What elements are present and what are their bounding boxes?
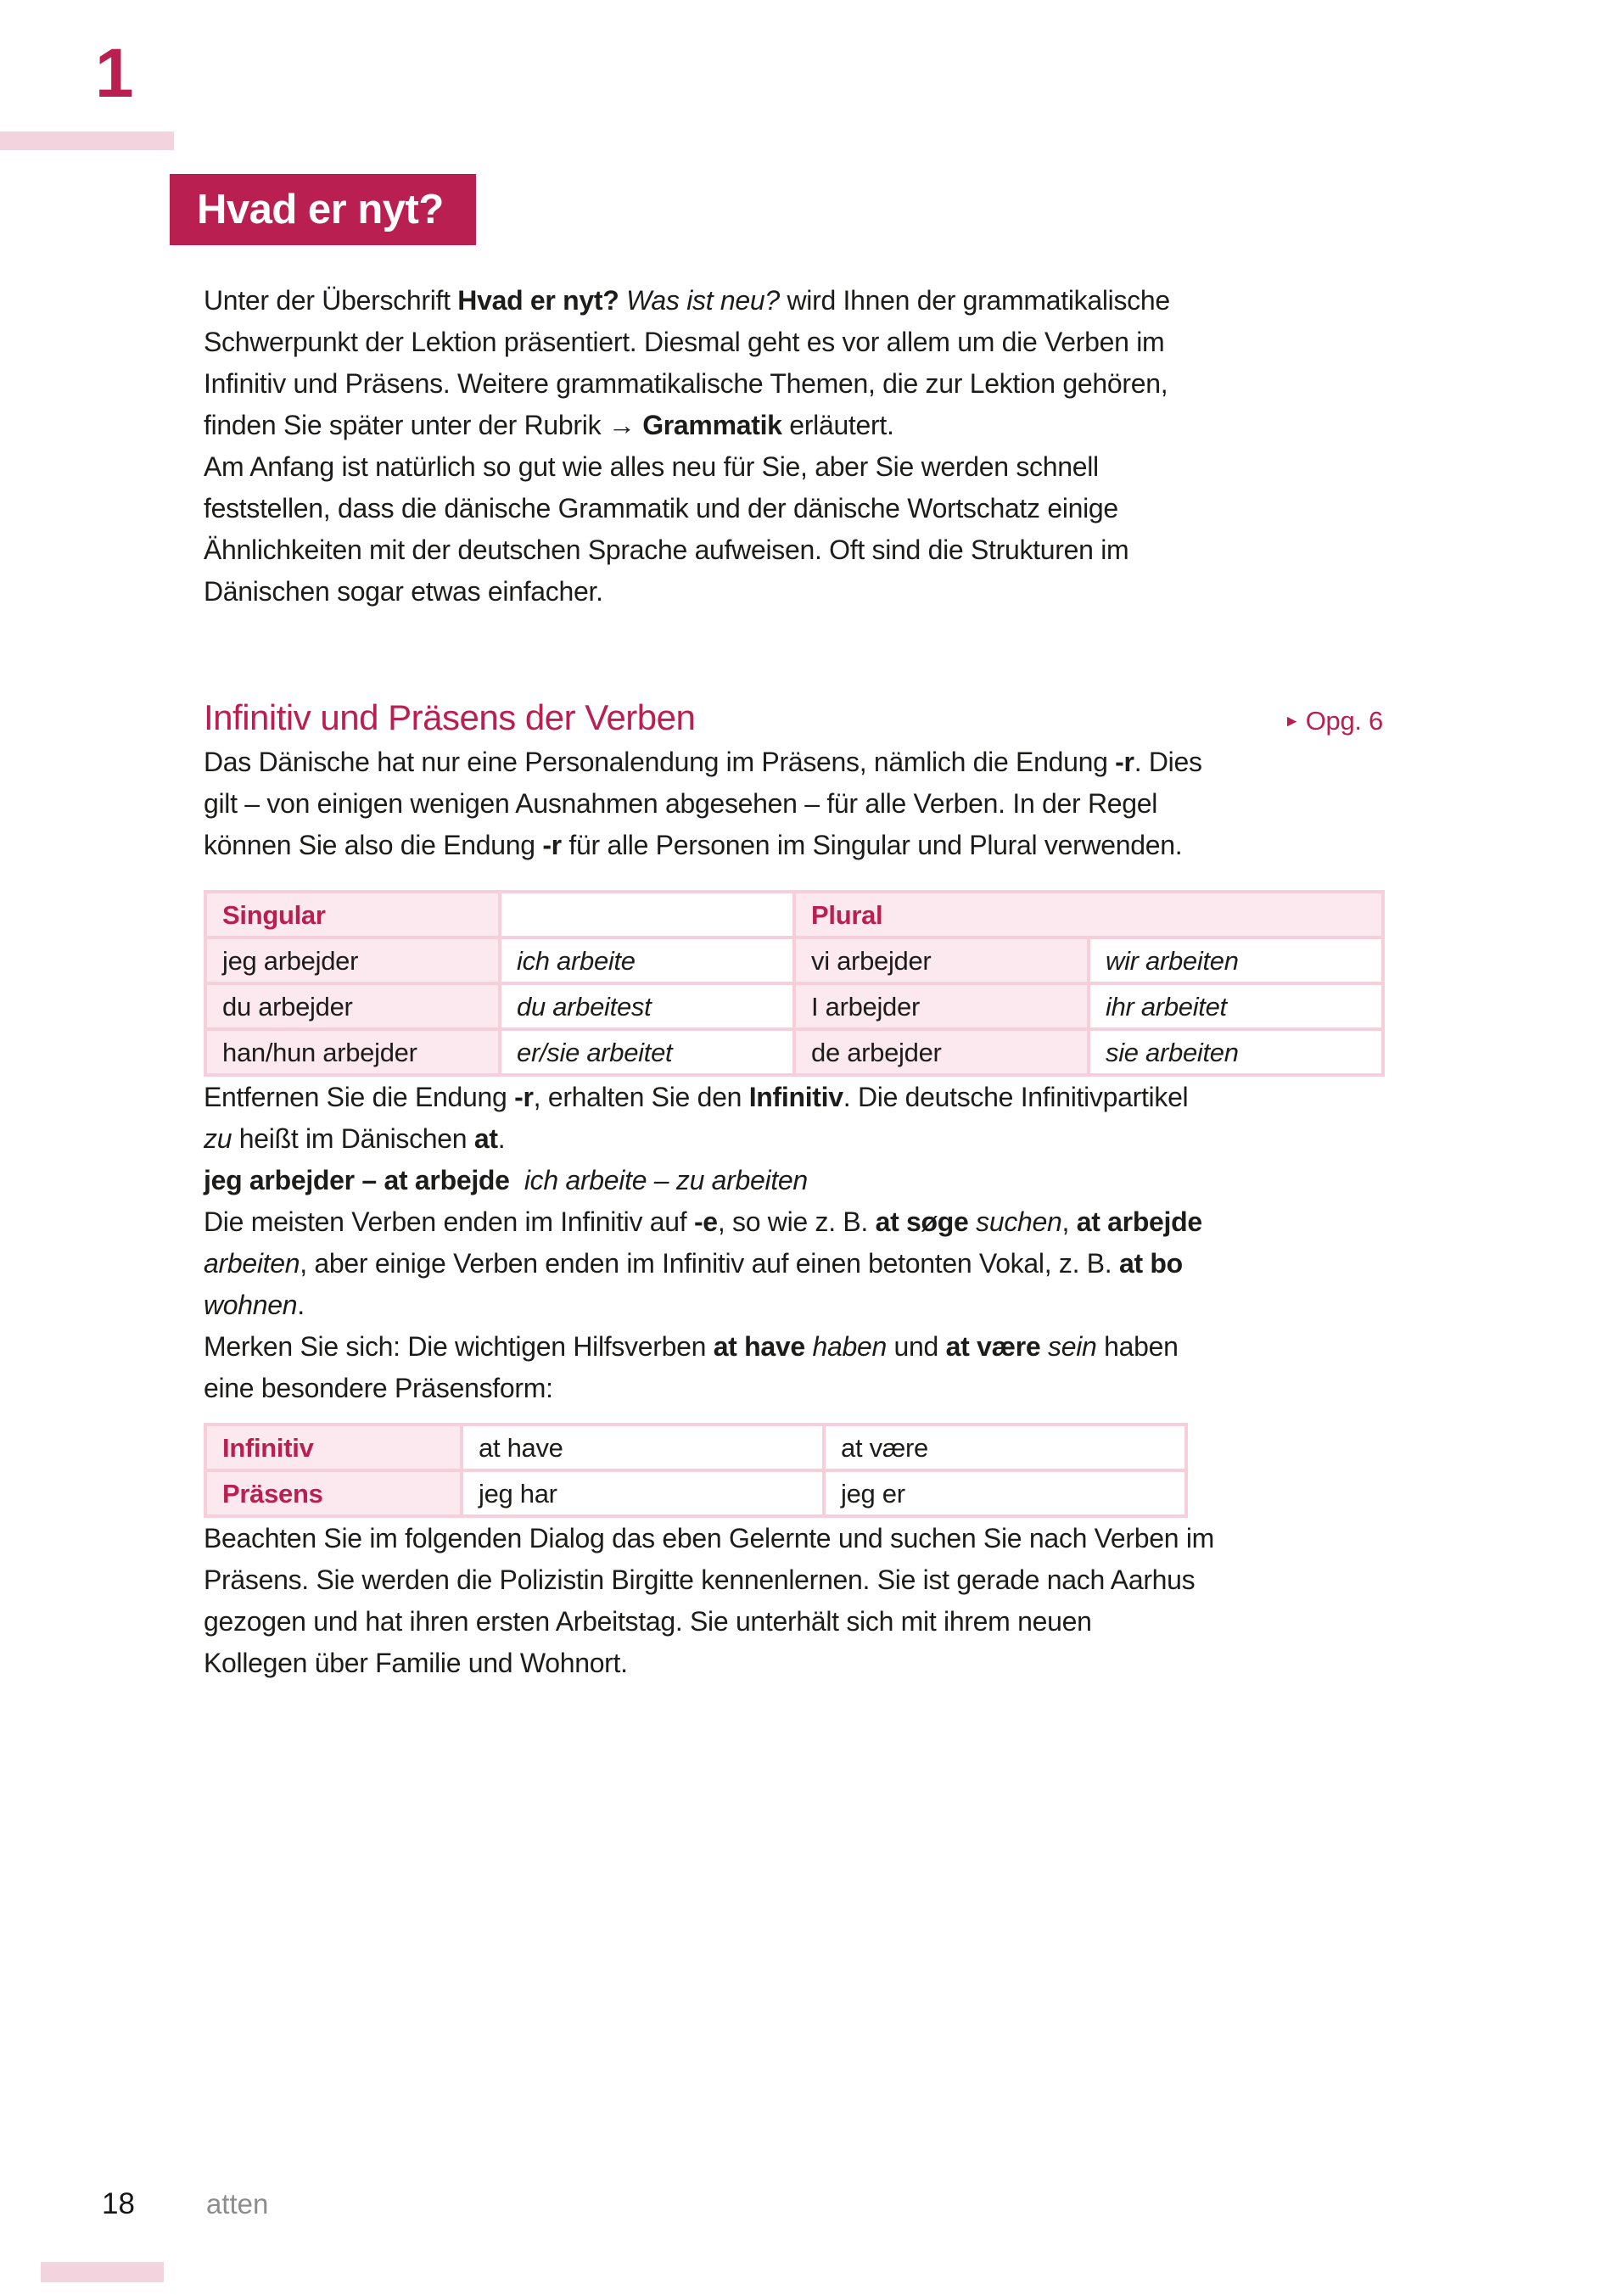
text-segment: wird Ihnen der grammatikalische [779, 285, 1170, 316]
text-segment: eine besondere Präsensform: [204, 1373, 553, 1403]
table-cell-danish: I arbejder [796, 985, 1087, 1027]
text-segment: , [1061, 1206, 1077, 1237]
text-segment: Beachten Sie im folgenden Dialog das eben Gelernte und suchen Sie nach Verben im [204, 1523, 1215, 1553]
text-segment: Schwerpunkt der Lektion präsentiert. Diesmal geht es vor allem um die Verben im [204, 327, 1165, 357]
text-segment: , erhalten Sie den [533, 1082, 749, 1112]
section-header-label: Hvad er nyt? [197, 187, 444, 232]
text-segment: -r [1115, 747, 1134, 777]
text-segment: wohnen [204, 1290, 298, 1320]
table-cell: jeg har [463, 1472, 822, 1514]
text-segment: . [297, 1290, 305, 1320]
table-cell-german: wir arbeiten [1090, 939, 1381, 982]
text-segment [969, 1206, 977, 1237]
table-cell-german: ich arbeite [501, 939, 792, 982]
text-segment [510, 1165, 524, 1195]
intro-paragraph [204, 280, 1383, 446]
top-decorative-band [0, 132, 174, 150]
table-header-empty [501, 893, 792, 936]
table-cell-german: ihr arbeitet [1090, 985, 1381, 1027]
page-number: 18 [102, 2187, 135, 2220]
text-segment [1040, 1331, 1048, 1362]
table-cell: at være [826, 1426, 1184, 1469]
text-segment: Die meisten Verben enden im Infinitiv auf [204, 1206, 694, 1237]
infinitive-paragraph [204, 1077, 1383, 1326]
table-header-plural: Plural [796, 893, 1381, 936]
text-segment: arbeiten [204, 1248, 300, 1279]
text-segment: haben [812, 1331, 887, 1362]
text-segment: heißt im Dänischen [232, 1123, 474, 1154]
table-row [207, 1426, 1184, 1469]
section-heading-row [204, 694, 1383, 742]
text-segment: -e [693, 1206, 718, 1237]
text-segment: , so wie z. B. [717, 1206, 876, 1237]
table-cell-danish: du arbejder [207, 985, 498, 1027]
text-segment: at søge [875, 1206, 969, 1237]
text-segment: Entfernen Sie die Endung [204, 1082, 515, 1112]
table-header-singular: Singular [207, 893, 498, 936]
text-segment: -r [542, 830, 562, 860]
text-segment: at bo [1118, 1248, 1183, 1279]
text-segment: zu [204, 1123, 232, 1154]
text-segment: suchen [976, 1206, 1062, 1237]
text-segment: finden Sie später unter der Rubrik [204, 410, 608, 440]
text-segment: . Die deutsche Infinitivpartikel [843, 1082, 1189, 1112]
exercise-reference [1284, 700, 1383, 746]
text-segment: at [473, 1123, 498, 1154]
text-segment: -r [514, 1082, 534, 1112]
bottom-decorative-band [41, 2262, 164, 2282]
section-header-box [170, 174, 476, 245]
table-cell-german: sie arbeiten [1090, 1031, 1381, 1073]
exercise-reference-label: Opg. 6 [1305, 706, 1383, 736]
text-segment: feststellen, dass die dänische Grammatik und der dänische Wortschatz einige [204, 493, 1118, 523]
text-segment: . Dies [1134, 747, 1202, 777]
table-cell-german: er/sie arbeitet [501, 1031, 792, 1073]
overview-paragraph [204, 446, 1383, 613]
ending-rule-paragraph [204, 742, 1383, 866]
page-number-word: atten [205, 2188, 269, 2219]
table-label-praesens: Präsens [207, 1472, 460, 1514]
auxiliary-verbs-paragraph [204, 1326, 1383, 1409]
text-segment [619, 285, 627, 316]
text-segment: Unter der Überschrift [204, 285, 458, 316]
text-segment: Am Anfang ist natürlich so gut wie alles neu für Sie, aber Sie werden schnell [204, 451, 1099, 482]
text-segment: ich arbeite – zu arbeiten [524, 1165, 808, 1195]
table-cell-danish: vi arbejder [796, 939, 1087, 982]
text-segment: , aber einige Verben enden im Infinitiv auf einen betonten Vokal, z. B. [300, 1248, 1119, 1279]
text-segment: gezogen und hat ihren ersten Arbeitstag. Sie unterhält sich mit ihrem neuen [204, 1606, 1092, 1637]
text-segment: erläutert. [781, 410, 894, 440]
table-label-infinitiv: Infinitiv [207, 1426, 460, 1469]
text-segment: Ähnlichkeiten mit der deutschen Sprache aufweisen. Oft sind die Strukturen im [204, 535, 1129, 565]
text-segment: Präsens. Sie werden die Polizistin Birgitte kennenlernen. Sie ist gerade nach Aarhus [204, 1565, 1196, 1595]
text-segment: Was ist neu? [626, 285, 780, 316]
table-row [207, 939, 1381, 982]
text-segment: Kollegen über Familie und Wohnort. [204, 1648, 628, 1678]
text-segment: können Sie also die Endung [204, 830, 543, 860]
auxiliary-verbs-table [204, 1423, 1188, 1518]
text-segment: haben [1096, 1331, 1179, 1362]
text-segment: und [886, 1331, 946, 1362]
table-row [207, 1031, 1381, 1073]
section-title: Infinitiv und Präsens der Verben [204, 697, 696, 737]
text-segment: at have [713, 1331, 805, 1362]
text-segment: sein [1048, 1331, 1097, 1362]
text-segment: . [497, 1123, 506, 1154]
dialog-intro-paragraph [204, 1518, 1383, 1684]
text-segment: Dänischen sogar etwas einfacher. [204, 576, 603, 607]
text-segment: Grammatik [642, 410, 782, 440]
text-segment: gilt – von einigen wenigen Ausnahmen abgesehen – für alle Verben. In der Regel [204, 788, 1158, 819]
text-segment: Infinitiv und Präsens. Weitere grammatikalische Themen, die zur Lektion gehören, [204, 368, 1168, 399]
page-content [204, 280, 1383, 1684]
table-cell: jeg er [826, 1472, 1184, 1514]
conjugation-table [204, 890, 1385, 1077]
text-segment: Das Dänische hat nur eine Personalendung im Präsens, nämlich die Endung [204, 747, 1116, 777]
cross-reference-arrow-icon: → [608, 410, 643, 440]
text-segment: Merken Sie sich: Die wichtigen Hilfsverben [204, 1331, 714, 1362]
text-segment: Hvad er nyt? [457, 285, 619, 316]
text-segment: at arbejde [1076, 1206, 1202, 1237]
table-header-row [207, 893, 1381, 936]
table-row [207, 985, 1381, 1027]
table-cell-danish: de arbejder [796, 1031, 1087, 1073]
chapter-number: 1 [95, 35, 134, 112]
table-cell-german: du arbeitest [501, 985, 792, 1027]
table-row [207, 1472, 1184, 1514]
text-segment: Infinitiv [748, 1082, 843, 1112]
table-cell-danish: jeg arbejder [207, 939, 498, 982]
text-segment: für alle Personen im Singular und Plural verwenden. [561, 830, 1183, 860]
table-cell-danish: han/hun arbejder [207, 1031, 498, 1073]
triangle-right-icon: ► [1284, 713, 1300, 730]
text-segment: at være [945, 1331, 1041, 1362]
table-cell: at have [463, 1426, 822, 1469]
page-footer [102, 2187, 268, 2221]
text-segment: jeg arbejder – at arbejde [204, 1165, 510, 1195]
